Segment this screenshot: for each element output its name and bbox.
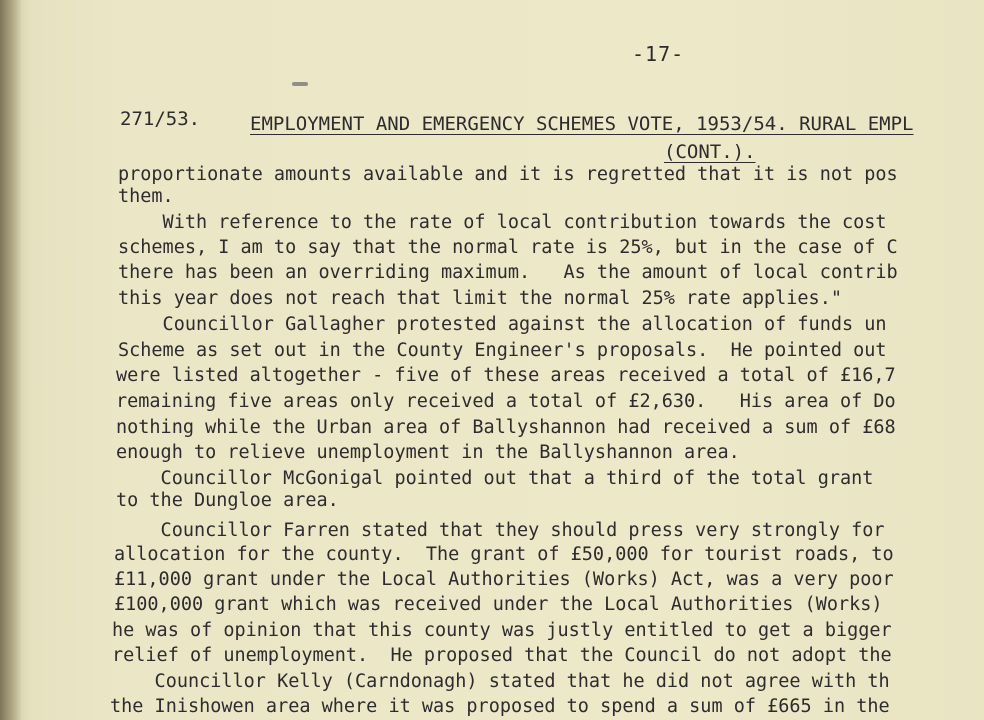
body-line-3: With reference to the rate of local contribution towards the cost xyxy=(118,212,887,233)
body-line-10: remaining five areas only received a total of £2,630. His area of Do xyxy=(116,391,896,412)
body-line-2: them. xyxy=(118,186,174,207)
body-line-14: to the Dungloe area. xyxy=(116,490,339,511)
body-line-1: proportionate amounts available and it is regretted that it is not pos xyxy=(118,164,898,185)
body-line-8: Scheme as set out in the County Engineer's proposals. He pointed out xyxy=(118,340,887,361)
body-line-15: Councillor Farren stated that they should press very strongly for xyxy=(116,520,885,541)
body-line-9: were listed altogether - five of these areas received a total of £16,7 xyxy=(116,365,896,386)
body-line-7: Councillor Gallagher protested against the allocation of funds un xyxy=(118,314,887,335)
body-line-13: Councillor McGonigal pointed out that a third of the total grant xyxy=(116,468,874,489)
body-line-12: enough to relieve unemployment in the Ballyshannon area. xyxy=(116,442,740,463)
body-line-20: relief of unemployment. He proposed that the Council do not adopt the xyxy=(112,645,892,666)
page-number: -17- xyxy=(632,42,685,66)
page-gutter-shadow xyxy=(0,0,22,720)
body-line-19: he was of opinion that this county was justly entitled to get a bigger xyxy=(112,620,892,641)
body-line-5: there has been an overriding maximum. As the amount of local contrib xyxy=(118,262,898,283)
body-line-18: £100,000 grant which was received under the Local Authorities (Works) xyxy=(114,594,883,615)
body-line-11: nothing while the Urban area of Ballyshannon had received a sum of £68 xyxy=(116,417,896,438)
body-line-22: the Inishowen area where it was proposed to spend a sum of £665 in the xyxy=(110,696,890,717)
ink-mark xyxy=(292,82,308,86)
body-line-21: Councillor Kelly (Carndonagh) stated that he did not agree with th xyxy=(110,671,890,692)
minute-heading: EMPLOYMENT AND EMERGENCY SCHEMES VOTE, 1953/54. RURAL EMPL xyxy=(250,113,914,135)
minute-reference-number: 271/53. xyxy=(120,108,201,130)
body-line-17: £11,000 grant under the Local Authorities (Works) Act, was a very poor xyxy=(114,569,894,590)
minute-heading-continued: (CONT.). xyxy=(664,141,756,163)
body-line-6: this year does not reach that limit the normal 25% rate applies." xyxy=(118,288,842,309)
body-line-16: allocation for the county. The grant of £50,000 for tourist roads, to xyxy=(114,544,894,565)
body-line-4: schemes, I am to say that the normal rate is 25%, but in the case of C xyxy=(118,237,898,258)
